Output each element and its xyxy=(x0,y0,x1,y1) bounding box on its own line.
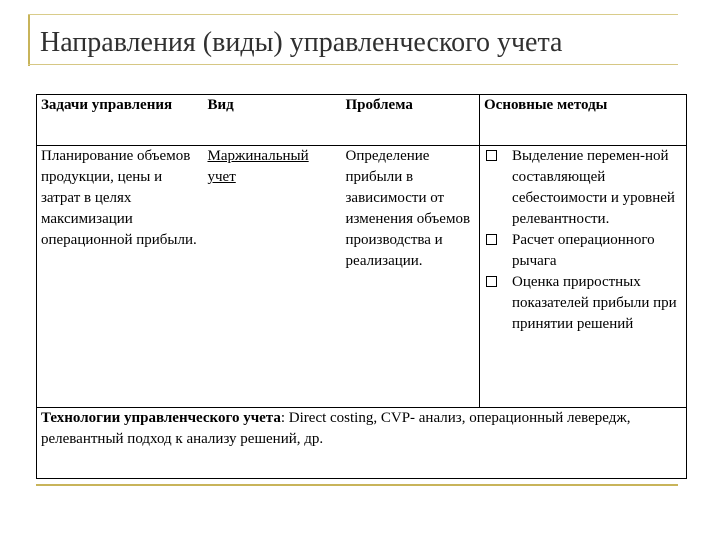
cell-methods xyxy=(480,146,687,408)
header-kind-text: Вид xyxy=(207,97,234,113)
header-problem-text: Проблема xyxy=(345,97,413,113)
header-tasks-text: Задачи управления xyxy=(41,97,173,113)
title-underline xyxy=(28,64,678,65)
table-row xyxy=(37,146,687,408)
list-item xyxy=(486,230,682,272)
cell-kind-text: Маржинальный учет xyxy=(207,148,309,185)
checkbox-icon xyxy=(486,276,497,287)
method-text: Выделение перемен-ной составляющей себестоимости и уровней релевантности. xyxy=(512,148,675,227)
list-item xyxy=(486,272,682,335)
accounting-table xyxy=(36,94,687,479)
method-text: Оценка приростных показателей прибыли при принятии решений xyxy=(512,274,677,332)
decor-vertical-line xyxy=(28,14,30,66)
technologies-label: Технологии управленческого учета xyxy=(41,410,281,426)
method-text: Расчет операционного рычага xyxy=(512,232,655,269)
technologies-row xyxy=(37,408,687,479)
header-methods-text: Основные методы xyxy=(484,97,608,113)
checkbox-icon xyxy=(486,150,497,161)
decor-top-rule xyxy=(28,14,678,15)
cell-tasks-text: Планирование объемов продукции, цены и затрат в целях максимизации операционной прибыли. xyxy=(41,148,197,248)
slide-title: Направления (виды) управленческого учета xyxy=(40,27,563,58)
checkbox-icon xyxy=(486,234,497,245)
cell-kind xyxy=(204,146,342,408)
header-tasks xyxy=(37,95,204,146)
technologies-cell xyxy=(37,408,687,479)
technologies-text xyxy=(37,408,686,450)
header-kind xyxy=(204,95,342,146)
cell-problem-text: Определение прибыли в зависимости от изменения объемов производства и реализации. xyxy=(345,148,471,269)
methods-list xyxy=(480,146,686,335)
cell-problem xyxy=(342,146,480,408)
header-problem xyxy=(342,95,480,146)
technologies-body: : Direct costing, CVP- анализ, операционный левередж, релевантный подход к анализу решений, др. xyxy=(41,410,631,447)
list-item xyxy=(486,146,682,230)
header-methods xyxy=(480,95,687,146)
decor-bottom-rule xyxy=(36,484,678,486)
header-row xyxy=(37,95,687,146)
cell-tasks xyxy=(37,146,204,408)
